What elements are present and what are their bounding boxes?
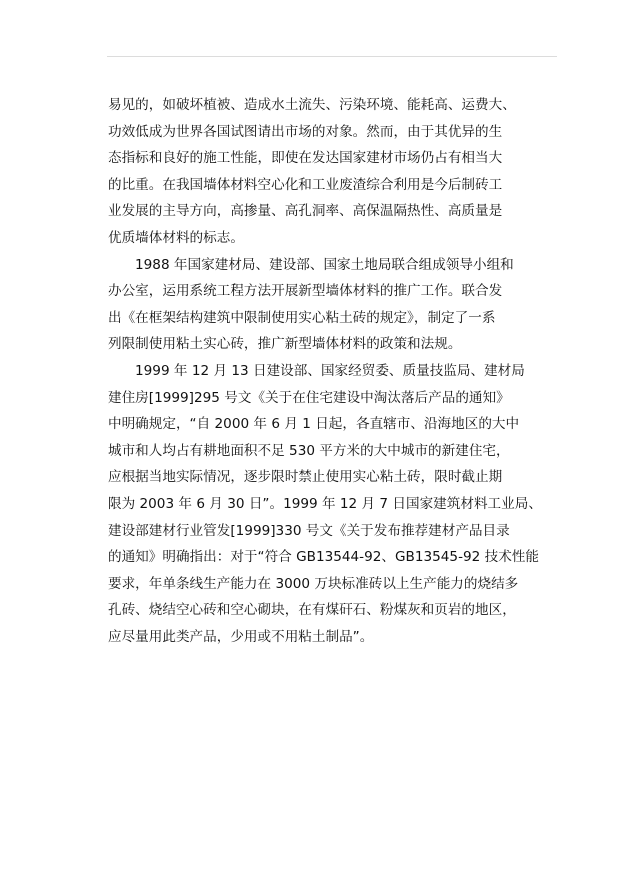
text-line: 城市和人均占有耕地面积不足 530 平方米的大中城市的新建住宅，: [108, 442, 510, 459]
paragraph-3: [108, 358, 550, 651]
text-line: 办公室，运用系统工程方法开展新型墙体材料的推广工作。联合发: [108, 283, 503, 300]
text-line: 态指标和良好的施工性能，即使在发达国家建材市场仍占有相当大: [108, 150, 503, 167]
text-line: 1988 年国家建材局、建设部、国家土地局联合组成领导小组和: [135, 256, 514, 273]
document-body: [108, 92, 550, 650]
paragraph-1: [108, 92, 550, 252]
paragraph-2: [108, 252, 550, 358]
text-line: 限为 2003 年 6 月 30 日”。1999 年 12 月 7 日国家建筑材料工业局、: [108, 495, 542, 512]
text-line: 列限制使用粘土实心砖，推广新型墙体材料的政策和法规。: [108, 336, 462, 353]
text-line: 易见的，如破坏植被、造成水土流失、污染环境、能耗高、运费大、: [108, 97, 516, 113]
text-line: 优质墙体材料的标志。: [108, 229, 244, 246]
text-line: 功效低成为世界各国试图请出市场的对象。然而，由于其优异的生: [108, 123, 503, 140]
text-line: 要求，年单条线生产能力在 3000 万块标准砖以上生产能力的烧结多: [108, 575, 519, 592]
text-line: 的比重。在我国墙体材料空心化和工业废渣综合利用是今后制砖工: [108, 176, 503, 193]
header-divider: [107, 56, 557, 57]
text-line: 建设部建材行业管发[1999]330 号文《关于发布推荐建材产品目录: [108, 522, 510, 539]
text-line: 孔砖、烧结空心砖和空心砌块，在有煤矸石、粉煤灰和页岩的地区，: [108, 602, 516, 619]
text-line: 的通知》明确指出：对于“符合 GB13544-92、GB13545-92 技术性能: [108, 549, 539, 566]
text-line: 应根据当地实际情况，逐步限时禁止使用实心粘土砖，限时截止期: [108, 469, 503, 486]
text-line: 1999 年 12 月 13 日建设部、国家经贸委、质量技监局、建材局: [135, 362, 525, 379]
text-line: 出《在框架结构建筑中限制使用实心粘土砖的规定》，制定了一系: [108, 309, 496, 326]
text-line: 业发展的主导方向，高掺量、高孔洞率、高保温隔热性、高质量是: [108, 203, 503, 220]
text-line: 建住房[1999]295 号文《关于在住宅建设中淘汰落后产品的通知》: [108, 389, 510, 406]
text-line: 中明确规定，“自 2000 年 6 月 1 日起，各直辖市、沿海地区的大中: [108, 416, 520, 433]
text-line: 应尽量用此类产品，少用或不用粘土制品”。: [108, 628, 374, 645]
